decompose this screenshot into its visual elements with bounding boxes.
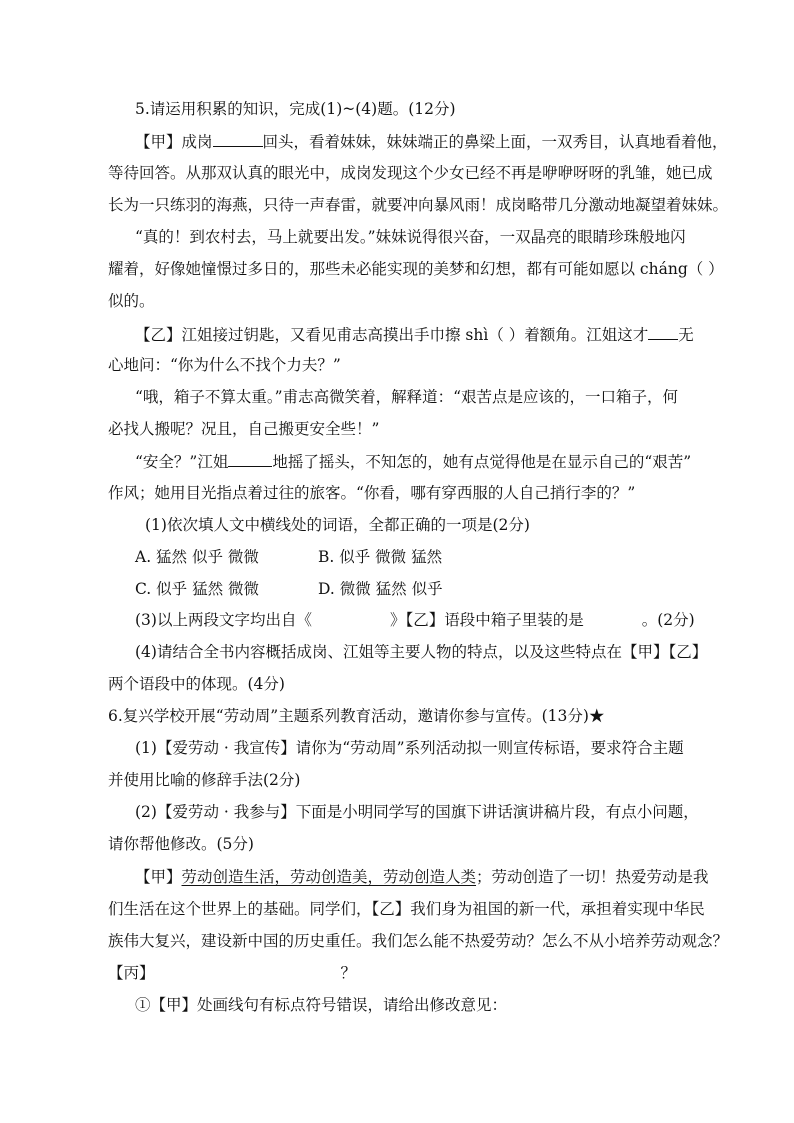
q6-item1: ①【甲】处画线句有标点符号错误，请给出修改意见：	[135, 996, 508, 1014]
q5-sub3: (3)以上两段文字均出自《 》【乙】语段中箱子里装的是 。(2分)	[135, 611, 695, 629]
q5-sub4-line1: (4)请结合全书内容概括成岗、江姐等主要人物的特点，以及这些特点在【甲】【乙】	[135, 643, 708, 661]
q5-heading: 5.请运用积累的知识，完成(1)~(4)题。(12分)	[135, 100, 456, 118]
speech-line4: 【丙】 ？	[108, 964, 357, 982]
yi-p3-line2: 作风；她用目光指点着过往的旅客。“你看，哪有穿西服的人自己捎行李的？”	[108, 484, 636, 502]
speech-line2: 们生活在这个世界上的基础。同学们，【乙】我们身为祖国的新一代，承担着实现中华民	[108, 900, 705, 918]
yi-p2-line1: “哦，箱子不算太重。”甫志高微笑着，解释道：“艰苦点是应该的，一口箱子，何	[135, 388, 679, 406]
speech-line1: 【甲】劳动创造生活，劳动创造美，劳动创造人类；劳动创造了一切！热爱劳动是我	[135, 868, 709, 886]
option-b[interactable]: B. 似乎 微微 猛然	[318, 548, 443, 566]
option-c[interactable]: C. 似乎 猛然 微微	[135, 580, 260, 598]
yi-p1-line2: 心地问：“你为什么不找个力夫？”	[108, 356, 341, 374]
fill-blank-2[interactable]	[648, 323, 678, 340]
underlined-sentence: 劳动创造生活，劳动创造美，劳动创造人类	[181, 868, 477, 886]
jia-p1-line2: 等待回答。从那双认真的眼光中，成岗发现这个少女已经不再是咿咿呀呀的乳雏，她已成	[108, 164, 713, 182]
jia-p2-line2: 耀着，好像她憧憬过多日的，那些未必能实现的美梦和幻想，都有可能如愿以 cháng（ ）	[108, 260, 724, 278]
q5-sub1: (1)依次填人文中横线处的词语，全都正确的一项是(2分)	[145, 516, 530, 534]
speech-line3: 族伟大复兴，建设新中国的历史重任。我们怎么能不热爱劳动？怎么不从小培养劳动观念？	[108, 932, 729, 950]
yi-p3-line1: “安全？”江姐 地摇了摇头，不知怎的，她有点觉得他是在显示自己的“艰苦”	[135, 450, 691, 473]
yi-p2-line2: 必找人搬呢？况且，自己搬更安全些！”	[108, 420, 380, 438]
q6-sub2-line1: (2)【爱劳动 · 我参与】下面是小明同学写的国旗下讲话演讲稿片段，有点小问题，	[135, 803, 699, 821]
fill-blank-3[interactable]	[228, 450, 272, 467]
jia-p2-line1: “真的！到农村去，马上就要出发。”妹妹说得很兴奋，一双晶亮的眼睛珍珠般地闪	[135, 228, 686, 246]
option-a[interactable]: A. 猛然 似乎 微微	[135, 548, 259, 566]
jia-p1-line3: 长为一只练羽的海燕，只待一声春雷，就要冲向暴风雨！成岗略带几分激动地凝望着妹妹。	[108, 196, 729, 214]
jia-p2-line3: 似的。	[108, 292, 155, 310]
q5-sub4-line2: 两个语段中的体现。(4分)	[108, 675, 285, 693]
jia-p1-line1: 【甲】成岗 回头，看着妹妹，妹妹端正的鼻梁上面，一双秀目，认真地看着他，	[135, 130, 728, 153]
q6-sub1-line2: 并使用比喻的修辞手法(2分)	[108, 771, 301, 789]
jia-label: 【甲】成岗	[135, 133, 213, 151]
fill-blank-1[interactable]	[213, 130, 263, 147]
yi-label: 【乙】江姐接过钥匙，又看见甫志高摸出手巾擦 shì（ ）着额角。江姐这才	[135, 326, 649, 344]
q6-sub1-line1: (1)【爱劳动 · 我宣传】请你为“劳动周”系列活动拟一则宣传标语，要求符合主题	[135, 739, 684, 757]
yi-p1-line1: 【乙】江姐接过钥匙，又看见甫志高摸出手巾擦 shì（ ）着额角。江姐这才 无	[135, 323, 694, 346]
q6-heading: 6.复兴学校开展“劳动周”主题系列教育活动，邀请你参与宣传。(13分)★	[108, 707, 605, 725]
q6-sub2-line2: 请你帮他修改。(5分)	[108, 835, 254, 853]
option-d[interactable]: D. 微微 猛然 似乎	[318, 580, 443, 598]
